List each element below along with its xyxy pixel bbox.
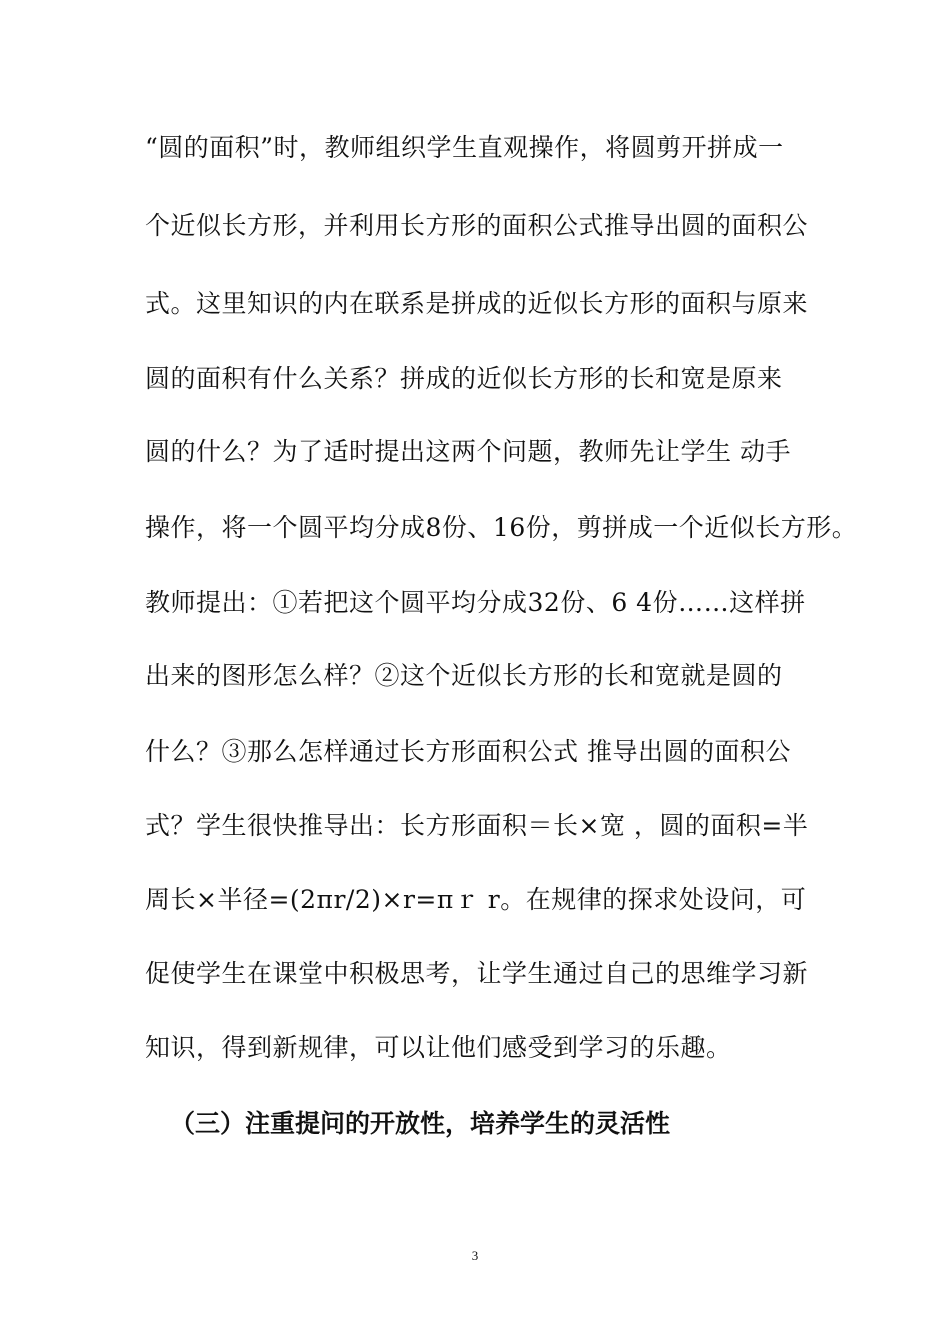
paragraph-line: 教师提出：①若把这个圆平均分成32份、6 4份……这样拼 (145, 588, 806, 617)
paragraph-line: 操作，将一个圆平均分成8份、16份，剪拼成一个近似长方形。 (145, 513, 858, 542)
paragraph-line: 圆的面积有什么关系？拼成的近似长方形的长和宽是原来 (145, 364, 783, 393)
paragraph-line: 个近似长方形，并利用长方形的面积公式推导出圆的面积公 (145, 211, 809, 240)
paragraph-line: 促使学生在课堂中积极思考，让学生通过自己的思维学习新 (145, 959, 809, 988)
paragraph-line: 周长×半径=(2πr/2)×r=πｒ r。在规律的探求处设问，可 (145, 885, 807, 914)
page-number: 3 (471, 1248, 479, 1263)
paragraph-line: 什么？③那么怎样通过长方形面积公式 推导出圆的面积公 (145, 737, 791, 766)
paragraph-line: 式？学生很快推导出：长方形面积＝长×宽 ，圆的面积=半 (145, 811, 809, 840)
paragraph-line: 式。这里知识的内在联系是拼成的近似长方形的面积与原来 (145, 289, 809, 318)
paragraph-line: 圆的什么？为了适时提出这两个问题，教师先让学生 动手 (145, 437, 791, 466)
paragraph-line: 知识，得到新规律，可以让他们感受到学习的乐趣。 (145, 1033, 732, 1062)
section-heading: （三）注重提问的开放性，培养学生的灵活性 (170, 1109, 671, 1138)
paragraph-line: 出来的图形怎么样？②这个近似长方形的长和宽就是圆的 (145, 661, 783, 690)
paragraph-line: “圆的面积”时，教师组织学生直观操作，将圆剪开拼成一 (145, 133, 784, 162)
